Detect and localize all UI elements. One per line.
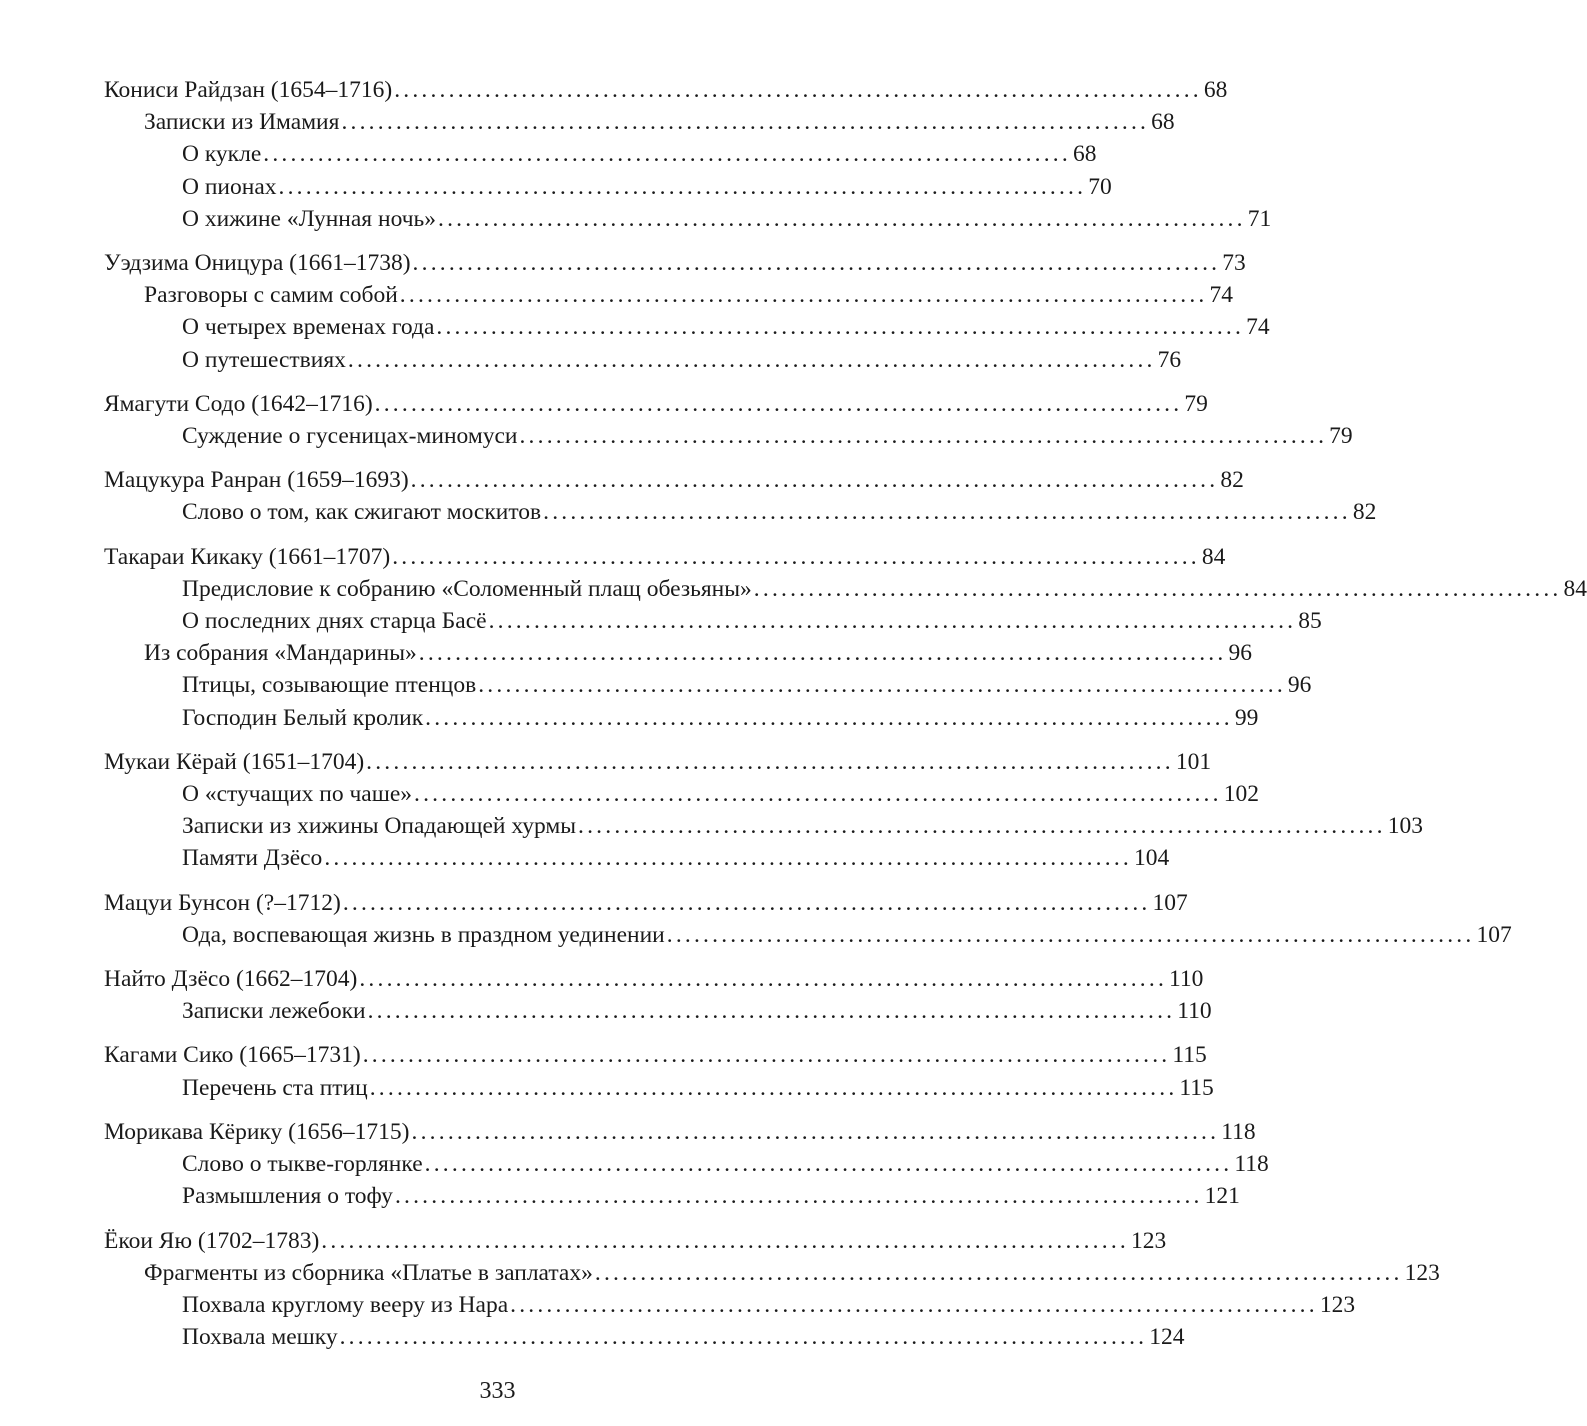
entry-page-number: 118 — [1234, 1151, 1269, 1178]
entry-page-number: 70 — [1088, 173, 1112, 200]
dot-leader: ......................................................................................... — [488, 608, 1297, 635]
toc-collection-entry — [104, 279, 1233, 311]
entry-title: Размышления о тофу — [182, 1183, 393, 1210]
dot-leader: ......................................................................................... — [359, 966, 1168, 993]
toc-section — [104, 541, 1587, 734]
entry-page-number: 103 — [1387, 813, 1423, 840]
entry-title: О пионах — [182, 173, 277, 200]
toc-work-entry — [104, 138, 1097, 170]
toc-author-entry — [104, 541, 1226, 573]
dot-leader: ......................................................................................... — [394, 1183, 1203, 1210]
entry-title: Суждение о гусеницах-миномуси — [182, 423, 518, 450]
dot-leader: ......................................................................................... — [374, 390, 1183, 417]
toc-author-entry — [104, 1116, 1256, 1148]
dot-leader: ......................................................................................... — [362, 1042, 1171, 1069]
entry-page-number: 107 — [1476, 921, 1512, 948]
entry-page-number: 107 — [1152, 889, 1188, 916]
toc-section — [104, 963, 1212, 1027]
toc-section — [104, 388, 1353, 452]
page-number: 333 — [479, 1378, 516, 1404]
toc-work-entry — [104, 573, 1587, 605]
dot-leader: ......................................................................................... — [339, 1324, 1148, 1351]
entry-page-number: 68 — [1072, 141, 1097, 168]
entry-title: О последних днях старца Басё — [182, 608, 487, 635]
toc-work-entry — [104, 344, 1182, 376]
dot-leader: ......................................................................................... — [424, 1151, 1233, 1178]
entry-page-number: 68 — [1151, 109, 1175, 136]
toc-collection-entry — [104, 1257, 1440, 1289]
entry-title: Слово о том, как сжигают москитов — [182, 499, 542, 526]
toc-work-entry — [104, 171, 1112, 203]
entry-page-number: 123 — [1404, 1259, 1440, 1286]
entry-page-number: 102 — [1223, 781, 1259, 808]
toc-work-entry — [104, 496, 1377, 528]
dot-leader: ......................................................................................... — [278, 173, 1087, 200]
entry-title: Записки из хижины Опадающей хурмы — [182, 813, 577, 840]
entry-title: Мацукура Ранран (1659–1693) — [104, 467, 409, 494]
entry-page-number: 71 — [1247, 205, 1272, 232]
entry-title: О хижине «Лунная ночь» — [182, 205, 436, 232]
dot-leader: ......................................................................................... — [399, 282, 1208, 309]
dot-leader: ......................................................................................... — [478, 672, 1286, 699]
entry-page-number: 68 — [1203, 77, 1228, 103]
entry-title: О четырех временах года — [182, 314, 435, 341]
entry-title: Разговоры с самим собой — [144, 282, 398, 309]
entry-page-number: 82 — [1352, 499, 1377, 526]
dot-leader: ......................................................................................... — [666, 921, 1475, 948]
toc-author-entry — [104, 388, 1208, 420]
entry-page-number: 84 — [1563, 575, 1587, 602]
toc-section — [104, 1039, 1214, 1103]
entry-title: Перечень ста птиц — [182, 1074, 368, 1101]
entry-page-number: 121 — [1204, 1183, 1240, 1210]
entry-title: Памяти Дзёсо — [182, 845, 323, 872]
entry-page-number: 123 — [1319, 1291, 1356, 1318]
entry-title: Фрагменты из сборника «Платье в заплатах» — [144, 1259, 593, 1286]
entry-title: Мукаи Кёрай (1651–1704) — [104, 748, 365, 775]
entry-page-number: 96 — [1287, 672, 1312, 699]
toc-work-entry — [104, 420, 1353, 452]
table-of-contents — [104, 74, 1587, 1365]
dot-leader: ......................................................................................... — [369, 1074, 1178, 1101]
entry-title: Похвала мешку — [182, 1324, 338, 1351]
entry-title: Из собрания «Мандарины» — [144, 640, 417, 667]
entry-title: О кукле — [182, 141, 262, 168]
toc-author-entry — [104, 746, 1212, 778]
entry-page-number: 73 — [1222, 250, 1246, 277]
toc-author-entry — [104, 247, 1246, 279]
dot-leader: ......................................................................................... — [414, 781, 1222, 808]
toc-author-entry — [104, 887, 1188, 919]
dot-leader: ......................................................................................... — [324, 845, 1132, 872]
dot-leader: ......................................................................................... — [321, 1227, 1129, 1254]
entry-title: Записки лежебоки — [182, 998, 366, 1025]
dot-leader: ......................................................................................... — [594, 1259, 1403, 1286]
dot-leader: ......................................................................................... — [411, 1118, 1220, 1145]
dot-leader: ......................................................................................... — [412, 250, 1221, 277]
entry-page-number: 115 — [1172, 1042, 1207, 1069]
entry-title: Птицы, созывающие птенцов — [182, 672, 477, 699]
toc-collection-entry — [104, 637, 1252, 669]
toc-author-entry — [104, 464, 1244, 496]
toc-work-entry — [104, 311, 1270, 343]
dot-leader: ......................................................................................... — [438, 205, 1246, 232]
dot-leader: ......................................................................................... — [342, 889, 1151, 916]
toc-work-entry — [104, 669, 1312, 701]
toc-section — [104, 1225, 1440, 1354]
entry-page-number: 123 — [1130, 1227, 1167, 1254]
toc-section — [104, 464, 1377, 528]
entry-page-number: 99 — [1234, 704, 1259, 731]
dot-leader: ......................................................................................... — [394, 77, 1202, 103]
entry-title: О «стучащих по чаше» — [182, 781, 413, 808]
entry-page-number: 79 — [1184, 390, 1208, 417]
dot-leader: ......................................................................................... — [367, 998, 1176, 1025]
dot-leader: ......................................................................................... — [753, 575, 1562, 602]
toc-collection-entry — [104, 106, 1175, 138]
entry-page-number: 110 — [1169, 966, 1204, 993]
entry-title: Ямагути Содо (1642–1716) — [104, 390, 373, 417]
toc-work-entry — [104, 1148, 1269, 1180]
dot-leader: ......................................................................................... — [263, 141, 1071, 168]
dot-leader: ......................................................................................... — [519, 423, 1328, 450]
entry-title: Слово о тыкве-горлянке — [182, 1151, 423, 1178]
toc-author-entry — [104, 1039, 1207, 1071]
toc-work-entry — [104, 1072, 1214, 1104]
entry-page-number: 115 — [1179, 1074, 1214, 1101]
dot-leader: ......................................................................................... — [425, 704, 1233, 731]
toc-work-entry — [104, 1180, 1240, 1212]
entry-title: Предисловие к собранию «Соломенный плащ обезьяны» — [182, 575, 752, 602]
toc-work-entry — [104, 605, 1322, 637]
entry-title: Такараи Кикаку (1661–1707) — [104, 543, 391, 570]
dot-leader: ......................................................................................... — [436, 314, 1245, 341]
toc-author-entry — [104, 74, 1228, 106]
toc-work-entry — [104, 203, 1272, 235]
dot-leader: ......................................................................................... — [578, 813, 1386, 840]
entry-page-number: 76 — [1157, 346, 1182, 373]
toc-work-entry — [104, 995, 1212, 1027]
dot-leader: ......................................................................................... — [366, 748, 1174, 775]
entry-title: Ёкои Яю (1702–1783) — [104, 1227, 320, 1254]
entry-title: Кагами Сико (1665–1731) — [104, 1042, 361, 1069]
toc-work-entry — [104, 810, 1423, 842]
toc-work-entry — [104, 702, 1259, 734]
entry-page-number: 79 — [1329, 423, 1353, 450]
entry-title: Господин Белый кролик — [182, 704, 424, 731]
toc-section — [104, 887, 1512, 951]
entry-title: Записки из Имамия — [144, 109, 340, 136]
entry-page-number: 104 — [1134, 845, 1170, 872]
dot-leader: ......................................................................................... — [347, 346, 1156, 373]
entry-page-number: 84 — [1201, 543, 1226, 570]
toc-section — [104, 1116, 1269, 1213]
entry-page-number: 110 — [1177, 998, 1212, 1025]
entry-page-number: 74 — [1246, 314, 1270, 341]
entry-page-number: 124 — [1149, 1324, 1185, 1351]
toc-work-entry — [104, 1289, 1356, 1321]
entry-title: Мацуи Бунсон (?–1712) — [104, 889, 341, 916]
dot-leader: ......................................................................................... — [418, 640, 1227, 667]
toc-section — [104, 247, 1270, 376]
entry-title: Кониси Райдзан (1654–1716) — [104, 77, 393, 103]
toc-author-entry — [104, 963, 1204, 995]
entry-page-number: 74 — [1209, 282, 1233, 309]
entry-title: О путешествиях — [182, 346, 346, 373]
entry-page-number: 101 — [1175, 748, 1212, 775]
entry-title: Найто Дзёсо (1662–1704) — [104, 966, 358, 993]
dot-leader: ......................................................................................... — [410, 467, 1219, 494]
entry-title: Похвала круглому вееру из Нара — [182, 1291, 509, 1318]
toc-work-entry — [104, 1321, 1185, 1353]
dot-leader: ......................................................................................... — [543, 499, 1351, 526]
toc-work-entry — [104, 919, 1512, 951]
dot-leader: ......................................................................................... — [392, 543, 1200, 570]
toc-work-entry — [104, 778, 1259, 810]
entry-title: Уэдзима Оницура (1661–1738) — [104, 250, 411, 277]
toc-work-entry — [104, 842, 1170, 874]
entry-page-number: 118 — [1221, 1118, 1256, 1145]
toc-section — [104, 746, 1423, 875]
dot-leader: ......................................................................................... — [510, 1291, 1318, 1318]
toc-section — [104, 74, 1272, 235]
dot-leader: ......................................................................................... — [341, 109, 1150, 136]
entry-title: Морикава Кёрику (1656–1715) — [104, 1118, 410, 1145]
entry-title: Ода, воспевающая жизнь в праздном уединении — [182, 921, 665, 948]
toc-author-entry — [104, 1225, 1167, 1257]
entry-page-number: 85 — [1298, 608, 1322, 635]
entry-page-number: 96 — [1228, 640, 1252, 667]
entry-page-number: 82 — [1220, 467, 1244, 494]
